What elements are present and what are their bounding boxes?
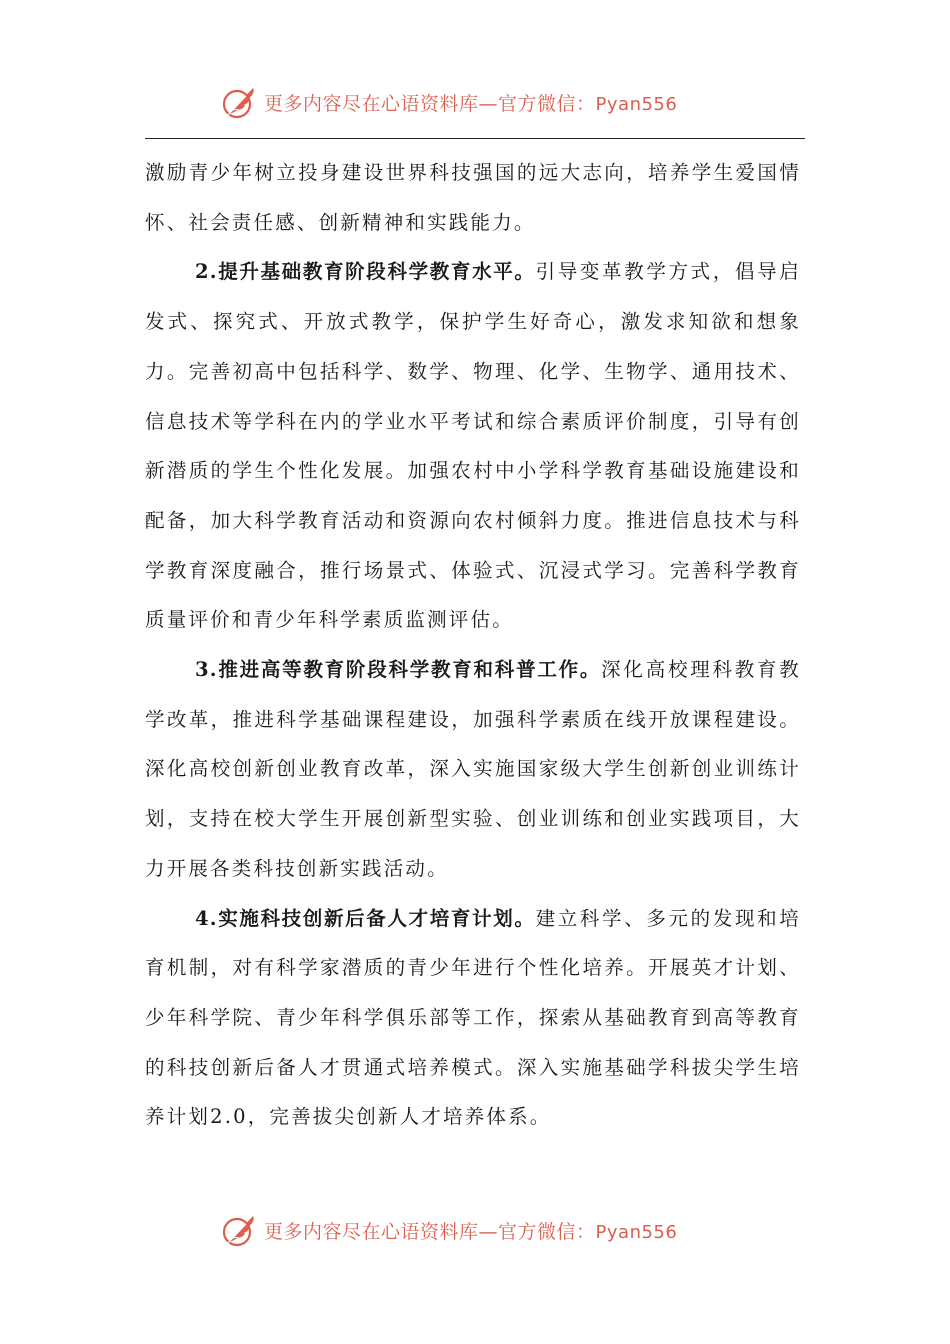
header-banner-main: 更多内容尽在心语资料库: [264, 92, 479, 115]
header-banner-wechat: Pyan556: [595, 93, 678, 115]
paragraph-4: [145, 894, 801, 1143]
paragraph-3-text: 深化高校理科教育教学改革，推进科学基础课程建设，加强科学素质在线开放课程建设。深化高校创新创业教育改革，深入实施国家级大学生创新创业训练计划，支持在校大学生开展创新型实验、创业训练和创业实践项目，大力开展各类科技创新实践活动。: [145, 658, 801, 880]
header-banner: [0, 82, 950, 122]
quill-logo-icon: [222, 84, 258, 120]
footer-banner-dash: —: [478, 1220, 499, 1243]
paragraph-2: [145, 247, 801, 645]
paragraph-2-text: 引导变革教学方式，倡导启发式、探究式、开放式教学，保护学生好奇心，激发求知欲和想象力。完善初高中包括科学、数学、物理、化学、生物学、通用技术、信息技术等学科在内的学业水平考试和综合素质评价制度，引导有创新潜质的学生个性化发展。加强农村中小学科学教育基础设施建设和配备，加大科学教育活动和资源向农村倾斜力度。推进信息技术与科学教育深度融合，推行场景式、体验式、沉浸式学习。完善科学教育质量评价和青少年科学素质监测评估。: [145, 260, 802, 632]
footer-banner-official: 官方微信：: [498, 1220, 596, 1243]
header-banner-dash: —: [478, 92, 499, 115]
paragraph-4-heading: 4.实施科技创新后备人才培育计划。: [195, 906, 536, 930]
paragraph-3: [145, 645, 801, 894]
paragraph-1-text: 激励青少年树立投身建设世界科技强国的远大志向，培养学生爱国情怀、社会责任感、创新精神和实践能力。: [145, 161, 801, 234]
footer-banner-text: [264, 1217, 677, 1244]
footer-banner-content: [222, 1212, 677, 1248]
header-rule: [145, 138, 805, 139]
header-banner-official: 官方微信：: [498, 92, 596, 115]
paragraph-4-text: 建立科学、多元的发现和培育机制，对有科学家潜质的青少年进行个性化培养。开展英才计划、少年科学院、青少年科学俱乐部等工作，探索从基础教育到高等教育的科技创新后备人才贯通式培养模式。深入实施基础学科拔尖学生培养计划2.0，完善拔尖创新人才培养体系。: [145, 906, 802, 1129]
paragraph-2-heading: 2.提升基础教育阶段科学教育水平。: [195, 260, 536, 284]
footer-banner-wechat: Pyan556: [595, 1221, 678, 1243]
document-body: [145, 148, 801, 1142]
header-banner-text: [264, 89, 677, 116]
header-banner-content: [222, 84, 677, 120]
paragraph-3-heading: 3.推进高等教育阶段科学教育和科普工作。: [195, 658, 602, 682]
paragraph-1: [145, 148, 801, 247]
footer-banner-main: 更多内容尽在心语资料库: [264, 1220, 479, 1243]
quill-logo-icon: [222, 1212, 258, 1248]
footer-banner: [0, 1210, 950, 1250]
